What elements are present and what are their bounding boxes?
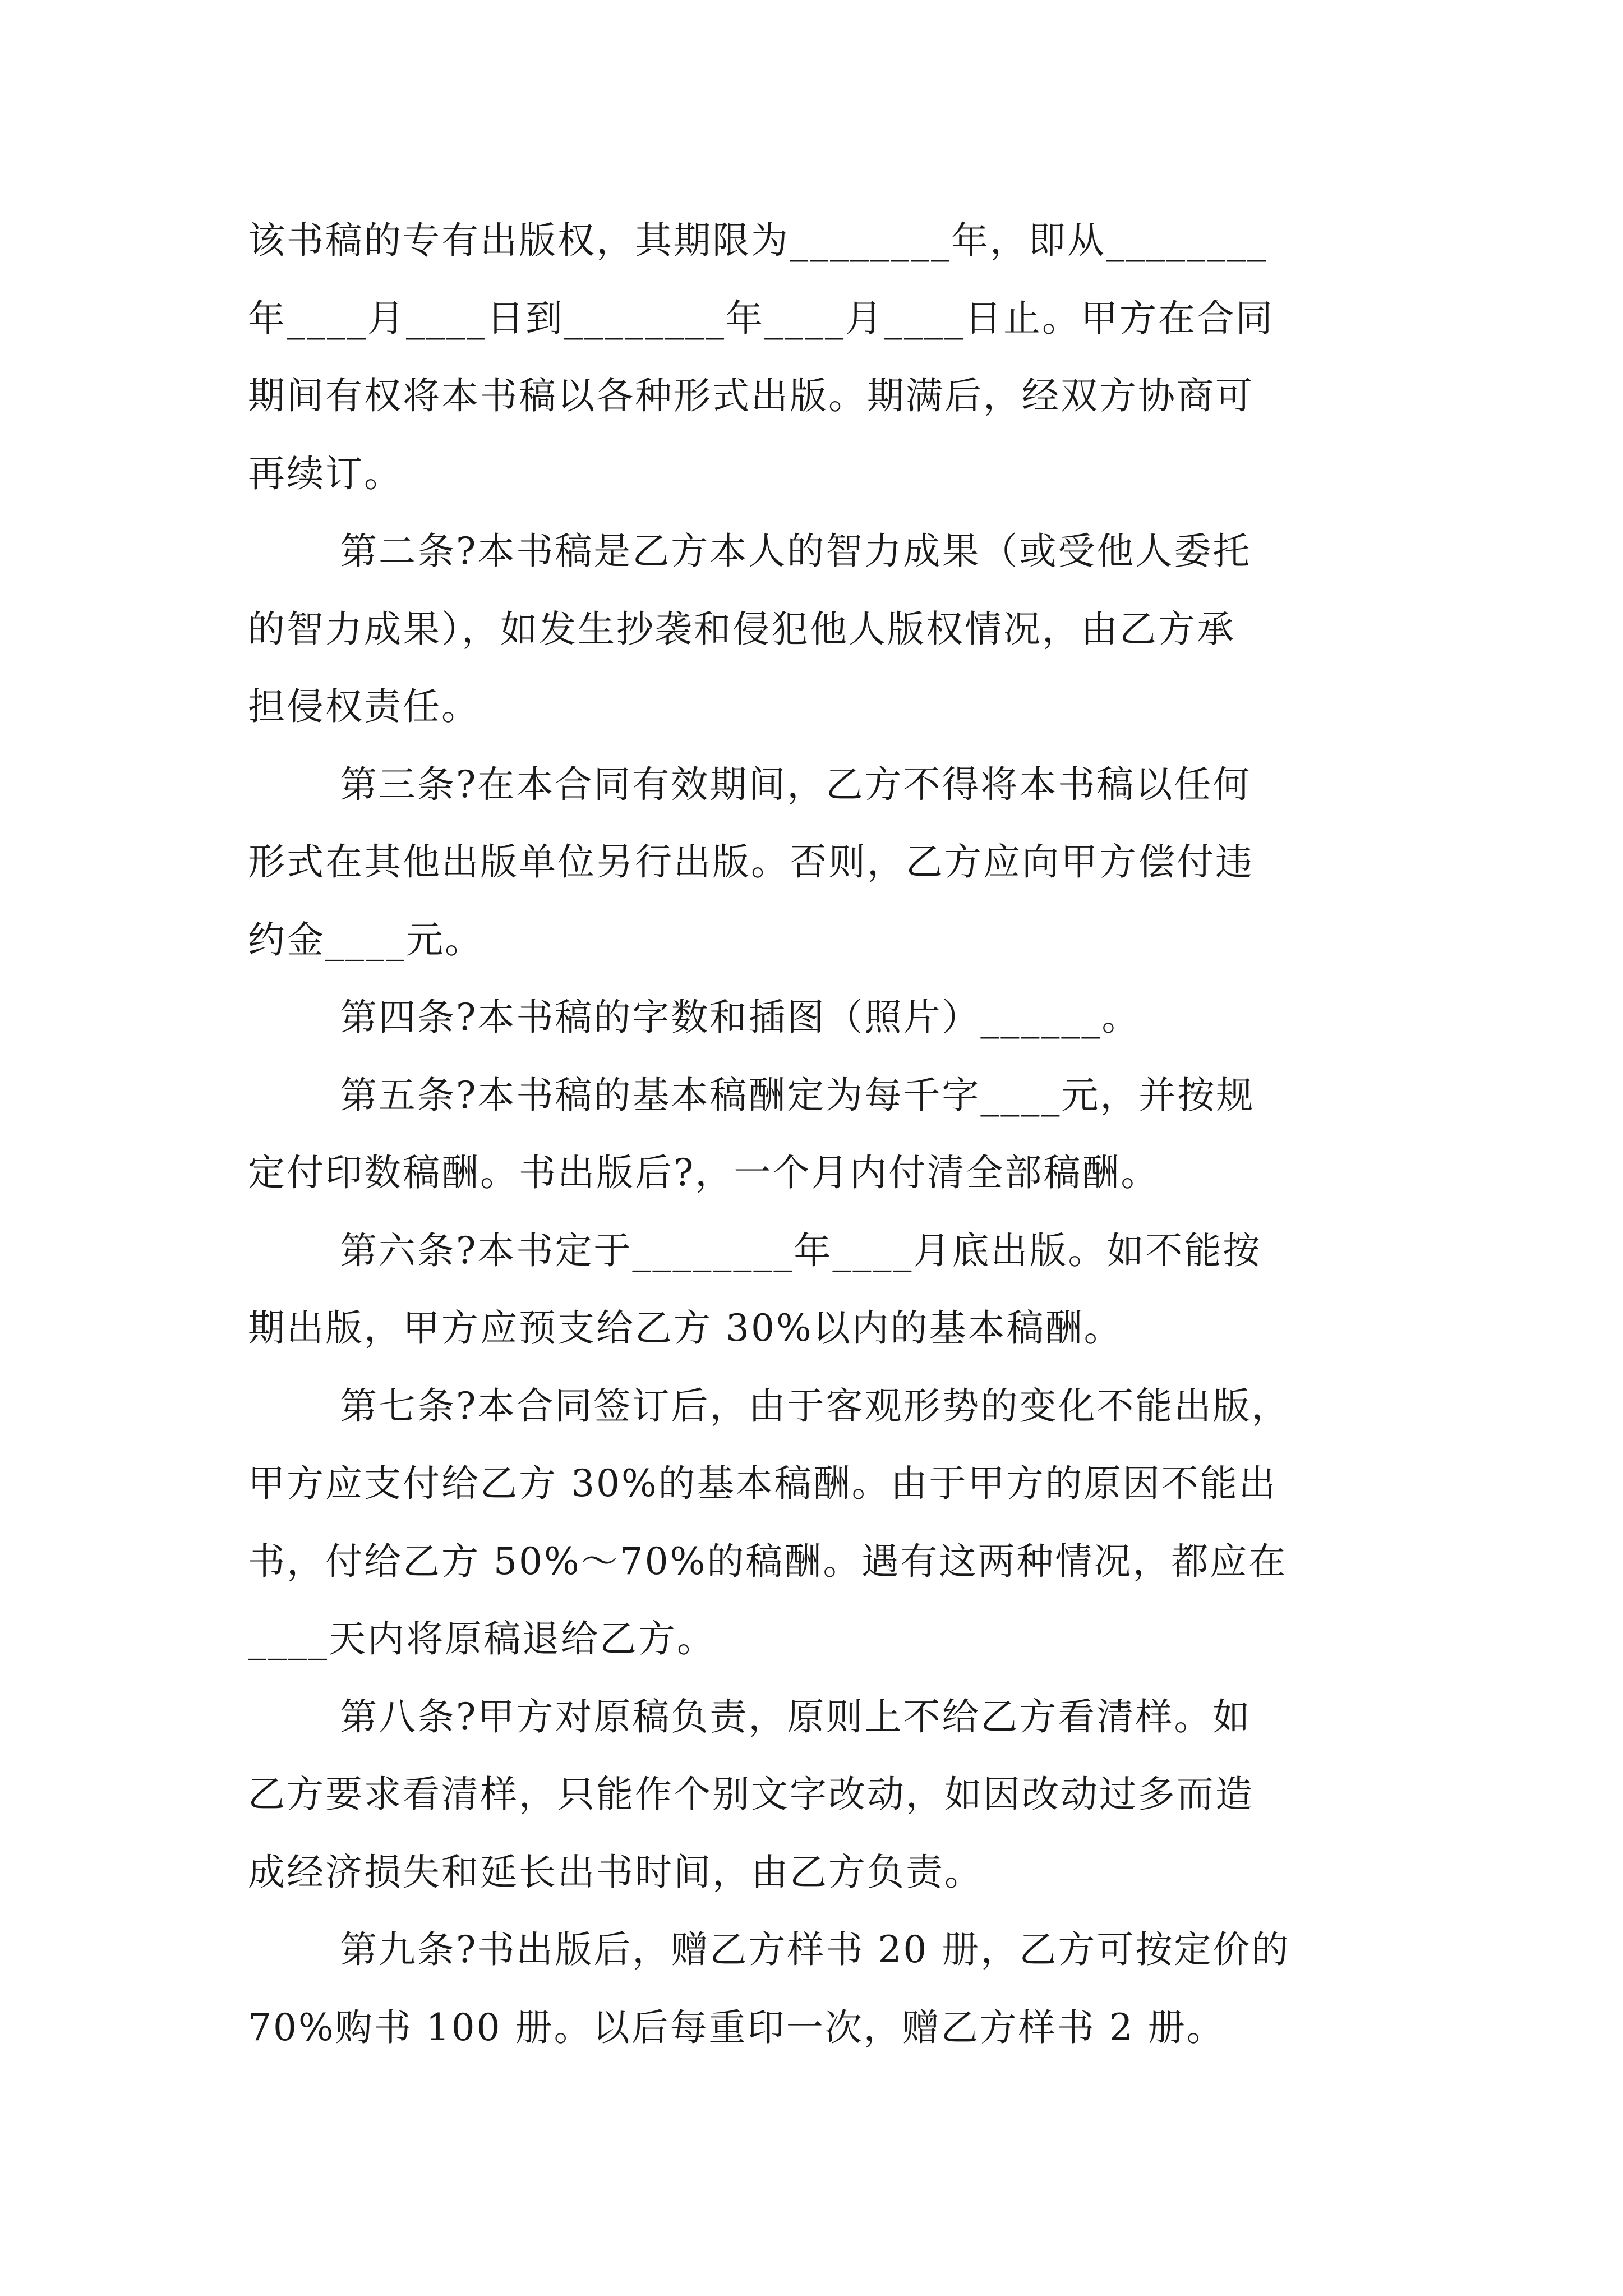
text-line: 70%购书 100 册。以后每重印一次，赠乙方样书 2 册。 (248, 2005, 1225, 2049)
clause-4-line: 第四条?本书稿的字数和插图（照片）______。 (340, 996, 1141, 1039)
clause-9-line: 第九条?书出版后，赠乙方样书 20 册，乙方可按定价的 (340, 1928, 1290, 1971)
text-line: 约金____元。 (248, 918, 483, 961)
text-line: 甲方应支付给乙方 30%的基本稿酬。由于甲方的原因不能出 (248, 1462, 1278, 1505)
clause-5-line: 第五条?本书稿的基本稿酬定为每千字____元，并按规 (340, 1073, 1255, 1117)
text-line: ____天内将原稿退给乙方。 (248, 1617, 716, 1660)
contract-text (248, 202, 1381, 2067)
text-line: 再续订。 (248, 452, 403, 495)
text-line: 书，付给乙方 50%～70%的稿酬。遇有这两种情况，都应在 (248, 1539, 1288, 1583)
text-line: 担侵权责任。 (248, 685, 480, 728)
text-line: 定付印数稿酬。书出版后?，一个月内付清全部稿酬。 (248, 1151, 1160, 1194)
text-line: 乙方要求看清样，只能作个别文字改动，如因改动过多而造 (248, 1773, 1254, 1816)
clause-8-line: 第八条?甲方对原稿负责，原则上不给乙方看清样。如 (340, 1695, 1252, 1738)
text-line: 期间有权将本书稿以各种形式出版。期满后，经双方协商可 (248, 374, 1254, 417)
text-line: 成经济损失和延长出书时间，由乙方负责。 (248, 1850, 983, 1894)
text-line: 的智力成果），如发生抄袭和侵犯他人版权情况，由乙方承 (248, 607, 1235, 651)
text-line: 该书稿的专有出版权，其期限为________年，即从________ (248, 219, 1267, 262)
clause-3-line: 第三条?在本合同有效期间，乙方不得将本书稿以任何 (340, 762, 1252, 806)
text-line: 年____月____日到________年____月____日止。甲方在合同 (248, 296, 1274, 340)
clause-7-line: 第七条?本合同签订后，由于客观形势的变化不能出版， (340, 1384, 1290, 1428)
text-line: 形式在其他出版单位另行出版。否则，乙方应向甲方偿付违 (248, 840, 1254, 884)
clause-6-line: 第六条?本书定于________年____月底出版。如不能按 (340, 1228, 1262, 1272)
text-line: 期出版，甲方应预支给乙方 30%以内的基本稿酬。 (248, 1306, 1123, 1350)
clause-2-line: 第二条?本书稿是乙方本人的智力成果（或受他人委托 (340, 530, 1252, 573)
